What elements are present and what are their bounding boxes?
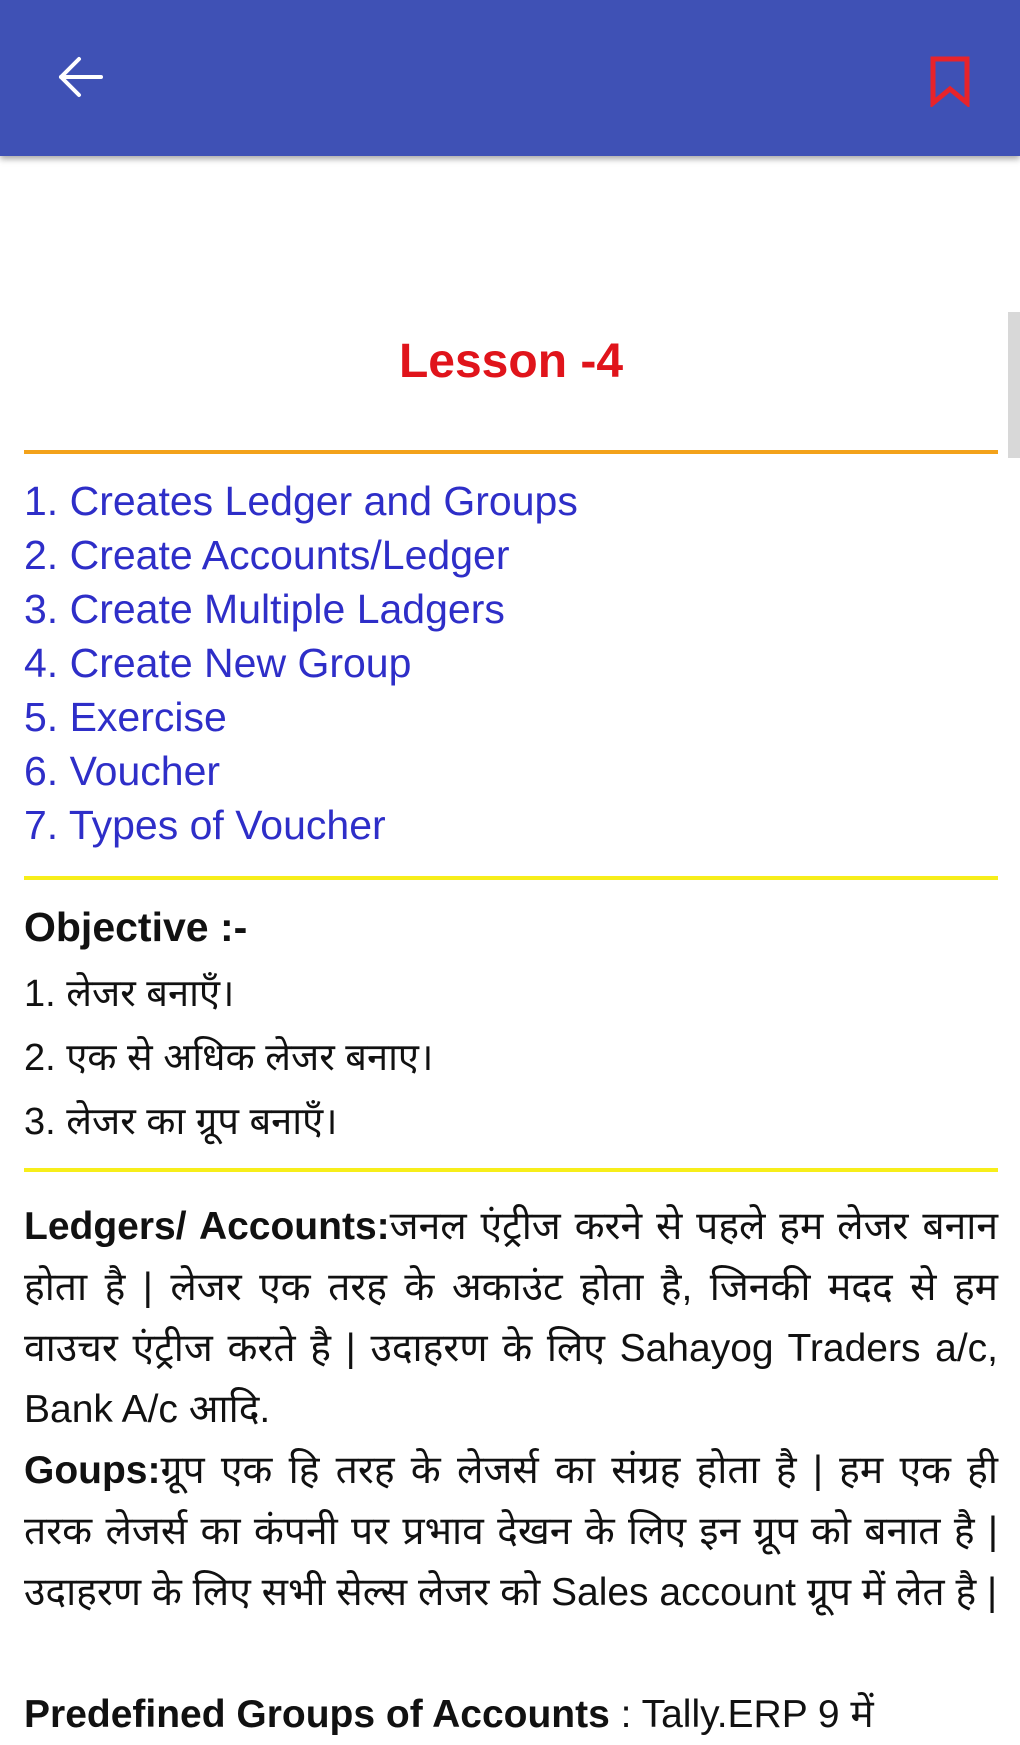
topic-item[interactable]: 3. Create Multiple Ladgers (24, 586, 505, 632)
predefined-paragraph (24, 1684, 998, 1745)
topic-item[interactable]: 5. Exercise (24, 694, 227, 740)
objective-item: 3. लेजर का ग्रूप बनाएँ। (24, 1101, 338, 1143)
groups-text: ग्रूप एक हि तरह के लेजर्स का संग्रह होता है | हम एक ही तरक लेजर्स का कंपनी पर प्रभाव देखन के लिए इन ग्रूप को बनात है | उदाहरण के लिए सभी सेल्स लेजर को Sales account ग्रूप में लेत है | (24, 1449, 998, 1614)
topic-item[interactable]: 1. Creates Ledger and Groups (24, 478, 578, 524)
topic-item[interactable]: 4. Create New Group (24, 640, 412, 686)
bookmark-outline-icon (927, 55, 973, 107)
scroll-edge (1008, 312, 1020, 458)
topic-list (24, 474, 578, 852)
topic-item[interactable]: 6. Voucher (24, 748, 221, 794)
objective-item: 1. लेजर बनाएँ। (24, 973, 235, 1015)
arrow-left-icon (55, 51, 107, 103)
objective-heading: Objective :- (24, 904, 248, 950)
objective-item: 2. एक से अधिक लेजर बनाए। (24, 1037, 434, 1079)
topic-item[interactable]: 7. Types of Voucher (24, 802, 386, 848)
lesson-title: Lesson -4 (398, 335, 624, 388)
predefined-label: Predefined Groups of Accounts (24, 1693, 610, 1736)
groups-paragraph (24, 1440, 998, 1623)
topic-item[interactable]: 2. Create Accounts/Ledger (24, 532, 510, 578)
back-button[interactable] (48, 44, 114, 110)
divider-yellow (24, 876, 998, 880)
bookmark-button[interactable] (920, 48, 980, 114)
ledgers-label: Ledgers/ Accounts: (24, 1205, 390, 1248)
ledgers-text: जनल एंट्रीज करने से पहले हम लेजर बनान होता है | लेजर एक तरह के अकाउंट होता है, जिनकी मदद से हम वाउचर एंट्रीज करते है | उदाहरण के लिए Sahayog Traders a/c, Bank A/c आदि. (24, 1205, 998, 1431)
divider-orange (24, 450, 998, 454)
predefined-text: : Tally.ERP 9 में (609, 1693, 874, 1736)
divider-yellow (24, 1168, 998, 1172)
groups-label: Goups: (24, 1449, 161, 1492)
ledgers-paragraph (24, 1196, 998, 1440)
app-bar (0, 0, 1020, 156)
objective-list (24, 962, 433, 1154)
